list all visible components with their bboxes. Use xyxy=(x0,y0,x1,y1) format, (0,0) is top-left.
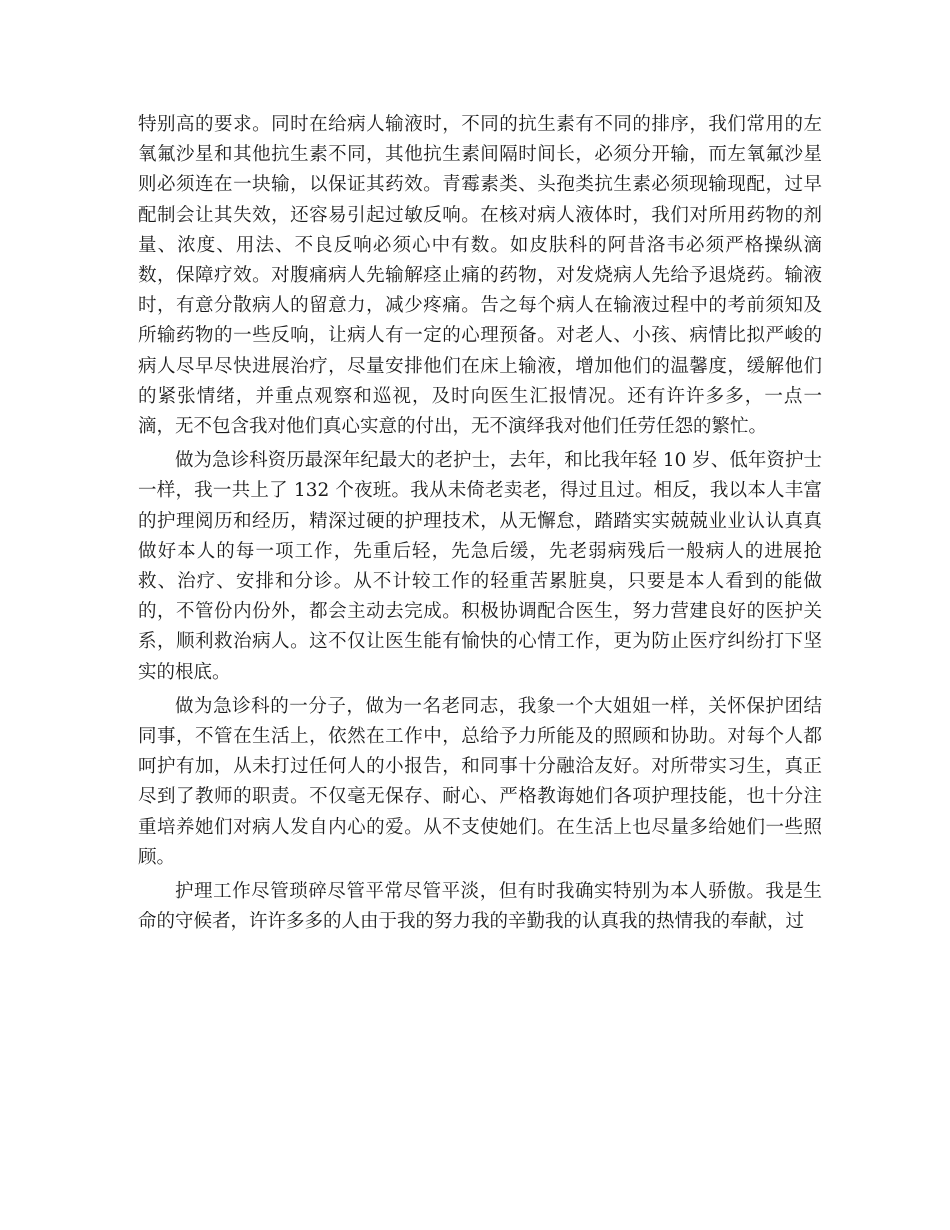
paragraph: 护理工作尽管琐碎尽管平常尽管平淡，但有时我确实特别为本人骄傲。我是生命的守候者，许许多多的人由于我的努力我的辛勤我的认真我的热情我的奉献，过 xyxy=(138,881,822,933)
paragraph-continued: 特别高的要求。同时在给病人输液时，不同的抗生素有不同的排序，我们常用的左氧氟沙星和其他抗生素不同，其他抗生素间隔时间长，必须分开输，而左氧氟沙星则必须连在一块输，以保证其药效。青霉素类、头孢类抗生素必须现输现配，过早配制会让其失效，还容易引起过敏反响。在核对病人液体时，我们对所用药物的剂量、浓度、用法、不良反响必须心中有数。如皮肤科的阿昔洛韦必须严格操纵滴数，保障疗效。对腹痛病人先输解痉止痛的药物，对发烧病人先给予退烧药。输液时，有意分散病人的留意力，减少疼痛。告之每个病人在输液过程中的考前须知及所输药物的一些反响，让病人有一定的心理预备。对老人、小孩、病情比拟严峻的病人尽早尽快进展治疗，尽量安排他们在床上输液，增加他们的温馨度，缓解他们的紧张情绪，并重点观察和巡视，及时向医生汇报情况。还有许许多多，一点一滴，无不包含我对他们真心实意的付出，无不演绎我对他们任劳任怨的繁忙。 xyxy=(138,114,822,438)
paragraph: 做为急诊科资历最深年纪最大的老护士，去年，和比我年轻 10 岁、低年资护士一样，我一共上了 132 个夜班。我从未倚老卖老，得过且过。相反，我以本人丰富的护理阅历和经历，精深过硬的护理技术，从无懈怠，踏踏实实兢兢业业认认真真做好本人的每一项工作，先重后轻，先急后缓，先老弱病残后一般病人的进展抢救、治疗、安排和分诊。从不计较工作的轻重苦累脏臭，只要是本人看到的能做的，不管份内份外，都会主动去完成。积极协调配合医生，努力营建良好的医护关系，顺利救治病人。这不仅让医生能有愉快的心情工作，更为防止医疗纠纷打下坚实的根底。 xyxy=(138,450,822,683)
paragraph: 做为急诊科的一分子，做为一名老同志，我象一个大姐姐一样，关怀保护团结同事，不管在生活上，依然在工作中，总给予力所能及的照顾和协助。对每个人都呵护有加，从未打过任何人的小报告，和同事十分融洽友好。对所带实习生，真正尽到了教师的职责。不仅毫无保存、耐心、严格教诲她们各项护理技能，也十分注重培养她们对病人发自内心的爱。从不支使她们。在生活上也尽量多给她们一些照顾。 xyxy=(138,695,822,868)
document-body xyxy=(138,110,822,941)
